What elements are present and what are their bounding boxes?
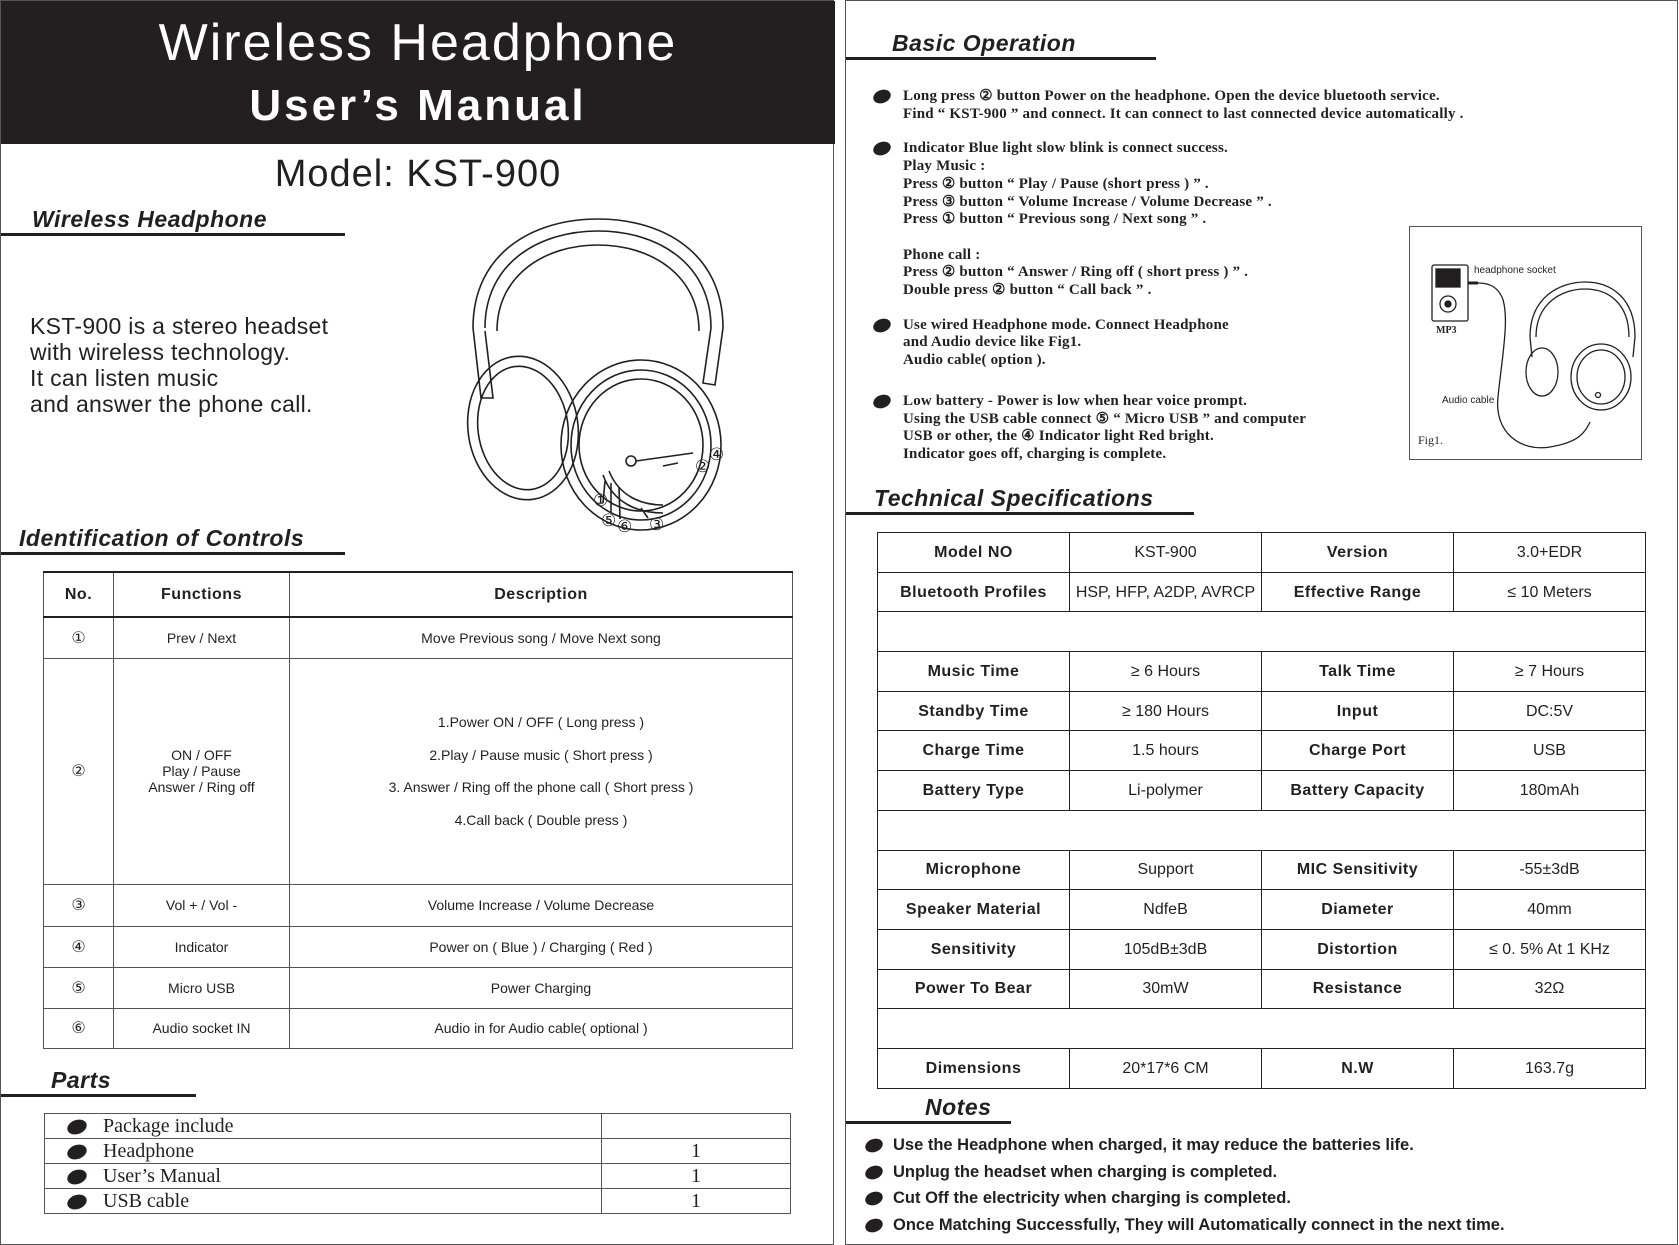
- operation-line: [903, 229, 1464, 247]
- description-line: Move Previous song / Move Next song: [421, 629, 661, 646]
- description-line: Power Charging: [490, 979, 592, 996]
- spec-label: Charge Time: [878, 731, 1070, 771]
- control-function: [114, 617, 290, 658]
- description-line: Power on ( Blue ) / Charging ( Red ): [429, 938, 653, 955]
- parts-row: [45, 1164, 791, 1189]
- control-number: ④: [44, 926, 114, 967]
- control-number: ②: [44, 658, 114, 884]
- spec-value: 180mAh: [1454, 771, 1646, 811]
- spec-spacer-row: [878, 810, 1646, 850]
- operation-line: Indicator Blue light slow blink is connect success.: [903, 140, 1228, 157]
- intro-line: with wireless technology.: [30, 339, 291, 365]
- bullet-icon: [871, 140, 892, 158]
- control-description: [290, 617, 793, 658]
- spec-value: KST-900: [1070, 533, 1262, 573]
- intro-line: and answer the phone call.: [30, 391, 313, 417]
- operation-paragraph: [903, 393, 1464, 464]
- column-header: No.: [44, 572, 114, 617]
- spec-label: Music Time: [878, 652, 1070, 692]
- part-qty: 1: [602, 1139, 791, 1164]
- left-page: [0, 0, 834, 1245]
- document-title: Wireless Headphone: [158, 14, 678, 72]
- spec-row: [878, 652, 1646, 692]
- spec-value: ≥ 180 Hours: [1070, 691, 1262, 731]
- function-line: Micro USB: [168, 979, 235, 996]
- figure-caption: Fig1.: [1418, 433, 1444, 447]
- basic-operation-text: [903, 88, 1464, 481]
- part-label: USB cable: [103, 1189, 190, 1212]
- note-item: [893, 1132, 1505, 1159]
- table-row: [44, 926, 793, 967]
- spec-spacer-row: [878, 1009, 1646, 1049]
- control-number: ①: [44, 617, 114, 658]
- bullet-icon: [863, 1163, 884, 1181]
- description-line: 3. Answer / Ring off the phone call ( Short press ): [388, 779, 694, 796]
- model-number: Model: KST-900: [274, 153, 562, 195]
- section-heading-wireless: Wireless Headphone: [32, 206, 268, 232]
- spec-value: 1.5 hours: [1070, 731, 1262, 771]
- spec-label: Resistance: [1262, 969, 1454, 1009]
- spec-value: 30mW: [1070, 969, 1262, 1009]
- spec-value: USB: [1454, 731, 1646, 771]
- figure-wired-connection: [1409, 226, 1642, 460]
- spec-row: [878, 850, 1646, 890]
- spec-label: Standby Time: [878, 691, 1070, 731]
- spec-label: Dimensions: [878, 1048, 1070, 1088]
- spec-value: DC:5V: [1454, 691, 1646, 731]
- bullet-icon: [65, 1142, 89, 1162]
- spec-label: Talk Time: [1262, 652, 1454, 692]
- part-name: [45, 1139, 602, 1164]
- audio-cable-label: Audio cable: [1442, 395, 1495, 406]
- table-row: [44, 967, 793, 1008]
- control-description: [290, 884, 793, 926]
- spec-label: Bluetooth Profiles: [878, 572, 1070, 612]
- bullet-icon: [871, 87, 892, 105]
- spec-label: Charge Port: [1262, 731, 1454, 771]
- function-line: Answer / Ring off: [148, 779, 255, 796]
- headphone-socket-label: headphone socket: [1474, 265, 1556, 276]
- parts-row: [45, 1114, 791, 1139]
- table-row: [44, 884, 793, 926]
- bullet-icon: [871, 316, 892, 334]
- bullet-icon: [863, 1190, 884, 1208]
- function-line: Play / Pause: [162, 763, 241, 780]
- spec-label: Distortion: [1262, 929, 1454, 969]
- controls-header-row: [44, 572, 793, 617]
- spec-label: Microphone: [878, 850, 1070, 890]
- mp3-label: MP3: [1436, 325, 1457, 336]
- operation-line: Play Music :: [903, 158, 986, 175]
- spec-label: Battery Type: [878, 771, 1070, 811]
- bullet-icon: [65, 1167, 89, 1187]
- control-number: ③: [44, 884, 114, 926]
- section-heading-basic-operation: Basic Operation: [892, 30, 1076, 56]
- spec-spacer-row: [878, 612, 1646, 652]
- spec-label: Effective Range: [1262, 572, 1454, 612]
- part-label: Headphone: [103, 1139, 195, 1162]
- note-text: Use the Headphone when charged, it may reduce the batteries life.: [893, 1136, 1414, 1154]
- bullet-icon: [863, 1216, 884, 1234]
- table-row: [44, 1008, 793, 1048]
- column-header: Description: [290, 572, 793, 617]
- wired-connection-drawing: [1410, 227, 1643, 461]
- spec-label: N.W: [1262, 1048, 1454, 1088]
- part-qty: 1: [602, 1164, 791, 1189]
- bullet-icon: [65, 1117, 89, 1137]
- control-number: ⑥: [44, 1008, 114, 1048]
- operation-line: Using the USB cable connect ⑤ “ Micro USB ” and computer: [903, 410, 1307, 427]
- note-text: Once Matching Successfully, They will Automatically connect in the next time.: [893, 1216, 1505, 1235]
- note-item: [893, 1185, 1505, 1212]
- part-name: [45, 1114, 602, 1139]
- part-name: [45, 1164, 602, 1189]
- control-function: [114, 884, 290, 926]
- control-function: [114, 658, 290, 884]
- section-underline: [846, 57, 1156, 60]
- parts-row: [45, 1139, 791, 1164]
- control-function: [114, 926, 290, 967]
- spec-value: NdfeB: [1070, 890, 1262, 930]
- parts-table: [44, 1113, 791, 1214]
- operation-line: Audio cable( option ).: [903, 352, 1046, 369]
- spec-row: [878, 929, 1646, 969]
- document-subtitle: User’s Manual: [249, 81, 587, 130]
- spec-label: Model NO: [878, 533, 1070, 573]
- callout-6: ⑥: [617, 517, 633, 536]
- spec-value: 32Ω: [1454, 969, 1646, 1009]
- spec-value: ≤ 0. 5% At 1 KHz: [1454, 929, 1646, 969]
- control-function: [114, 967, 290, 1008]
- spec-value: Support: [1070, 850, 1262, 890]
- operation-line: Long press ② button Power on the headphone. Open the device bluetooth service.: [903, 88, 1440, 104]
- part-qty: [602, 1114, 791, 1139]
- operation-paragraph: [903, 88, 1464, 123]
- headphone-illustration: [463, 213, 733, 543]
- spec-value: 3.0+EDR: [1454, 533, 1646, 573]
- description-line: Audio in for Audio cable( optional ): [434, 1020, 648, 1037]
- operation-line: Press ② button “ Play / Pause (short press ) ” .: [903, 175, 1209, 192]
- control-description: [290, 926, 793, 967]
- right-page: [845, 0, 1678, 1245]
- spec-spacer: [878, 810, 1646, 850]
- function-line: Prev / Next: [166, 629, 237, 646]
- callout-2: ②: [695, 457, 711, 476]
- table-row: [44, 658, 793, 884]
- control-description: [290, 658, 793, 884]
- spec-value: ≤ 10 Meters: [1454, 572, 1646, 612]
- callout-5: ⑤: [601, 511, 617, 530]
- spec-label: MIC Sensitivity: [1262, 850, 1454, 890]
- spec-row: [878, 731, 1646, 771]
- note-text: Cut Off the electricity when charging is completed.: [893, 1189, 1291, 1208]
- spec-label: Version: [1262, 533, 1454, 573]
- spec-spacer: [878, 612, 1646, 652]
- bullet-icon: [871, 392, 892, 410]
- note-item: [893, 1212, 1505, 1239]
- part-label: User’s Manual: [103, 1164, 221, 1187]
- spec-value: Li-polymer: [1070, 771, 1262, 811]
- section-heading-controls: Identification of Controls: [19, 525, 305, 551]
- callout-3: ③: [649, 515, 665, 534]
- section-underline: [1, 552, 345, 555]
- spec-spacer: [878, 1009, 1646, 1049]
- control-description: [290, 967, 793, 1008]
- spec-label: Input: [1262, 691, 1454, 731]
- bullet-icon: [863, 1136, 884, 1154]
- spec-label: Diameter: [1262, 890, 1454, 930]
- operation-paragraph: [903, 317, 1464, 370]
- description-line: 1.Power ON / OFF ( Long press ): [437, 714, 645, 731]
- section-underline: [1, 233, 345, 236]
- spec-value: ≥ 6 Hours: [1070, 652, 1262, 692]
- spec-row: [878, 969, 1646, 1009]
- spec-row: [878, 890, 1646, 930]
- operation-line: Press ③ button “ Volume Increase / Volume Decrease ” .: [903, 193, 1272, 210]
- spec-value: -55±3dB: [1454, 850, 1646, 890]
- spec-row: [878, 1048, 1646, 1088]
- operation-line: USB or other, the ④ Indicator light Red bright.: [903, 428, 1214, 445]
- table-row: [44, 617, 793, 658]
- intro-line: It can listen music: [30, 365, 219, 391]
- operation-line: Indicator goes off, charging is complete.: [903, 445, 1167, 462]
- part-qty: 1: [602, 1189, 791, 1214]
- spec-label: Sensitivity: [878, 929, 1070, 969]
- function-line: Audio socket IN: [152, 1020, 251, 1037]
- section-underline: [846, 1121, 1011, 1124]
- function-line: Indicator: [174, 938, 229, 955]
- description-line: 4.Call back ( Double press ): [454, 811, 628, 828]
- note-item: [893, 1159, 1505, 1186]
- spec-label: Battery Capacity: [1262, 771, 1454, 811]
- note-text: Unplug the headset when charging is completed.: [893, 1162, 1278, 1181]
- column-header: Functions: [114, 572, 290, 617]
- spec-value: 20*17*6 CM: [1070, 1048, 1262, 1088]
- operation-line: Press ② button “ Answer / Ring off ( short press ) ” .: [903, 264, 1249, 281]
- title-banner: [1, 1, 835, 144]
- description-line: Volume Increase / Volume Decrease: [427, 897, 655, 914]
- spec-table: [877, 532, 1646, 1089]
- section-heading-parts: Parts: [51, 1067, 112, 1093]
- spec-row: [878, 691, 1646, 731]
- intro-text: [30, 313, 328, 417]
- callout-1: ①: [593, 491, 609, 510]
- operation-line: Press ① button “ Previous song / Next song ” .: [903, 211, 1207, 228]
- section-underline: [846, 512, 1194, 515]
- section-heading-tech-spec: Technical Specifications: [874, 485, 1154, 511]
- spec-label: Speaker Material: [878, 890, 1070, 930]
- callout-4: ④: [709, 445, 725, 464]
- spec-value: 105dB±3dB: [1070, 929, 1262, 969]
- bullet-icon: [65, 1192, 89, 1212]
- description-line: 2.Play / Pause music ( Short press ): [429, 746, 653, 763]
- part-name: [45, 1189, 602, 1214]
- operation-paragraph: [903, 140, 1464, 299]
- spec-row: [878, 572, 1646, 612]
- spec-value: 40mm: [1454, 890, 1646, 930]
- spec-label: Power To Bear: [878, 969, 1070, 1009]
- controls-table: [43, 571, 793, 1049]
- spec-value: ≥ 7 Hours: [1454, 652, 1646, 692]
- control-description: [290, 1008, 793, 1048]
- function-line: Vol + / Vol -: [165, 897, 238, 914]
- spec-value: HSP, HFP, A2DP, AVRCP: [1070, 572, 1262, 612]
- part-label: Package include: [103, 1114, 234, 1137]
- control-number: ⑤: [44, 967, 114, 1008]
- section-heading-notes: Notes: [925, 1094, 992, 1120]
- parts-row: [45, 1189, 791, 1214]
- operation-line: Phone call :: [903, 246, 981, 263]
- operation-line: Low battery - Power is low when hear voice prompt.: [903, 392, 1248, 409]
- spec-value: 163.7g: [1454, 1048, 1646, 1088]
- operation-line: Use wired Headphone mode. Connect Headphone: [903, 316, 1229, 333]
- spec-row: [878, 533, 1646, 573]
- operation-line: and Audio device like Fig1.: [903, 334, 1082, 351]
- section-underline: [1, 1094, 196, 1097]
- intro-line: KST-900 is a stereo headset: [30, 313, 329, 339]
- notes-list: [893, 1132, 1505, 1239]
- operation-line: Find “ KST-900 ” and connect. It can connect to last connected device automatically .: [903, 105, 1464, 122]
- function-line: ON / OFF: [171, 747, 232, 764]
- control-function: [114, 1008, 290, 1048]
- operation-line: Double press ② button “ Call back ” .: [903, 282, 1152, 299]
- spec-row: [878, 771, 1646, 811]
